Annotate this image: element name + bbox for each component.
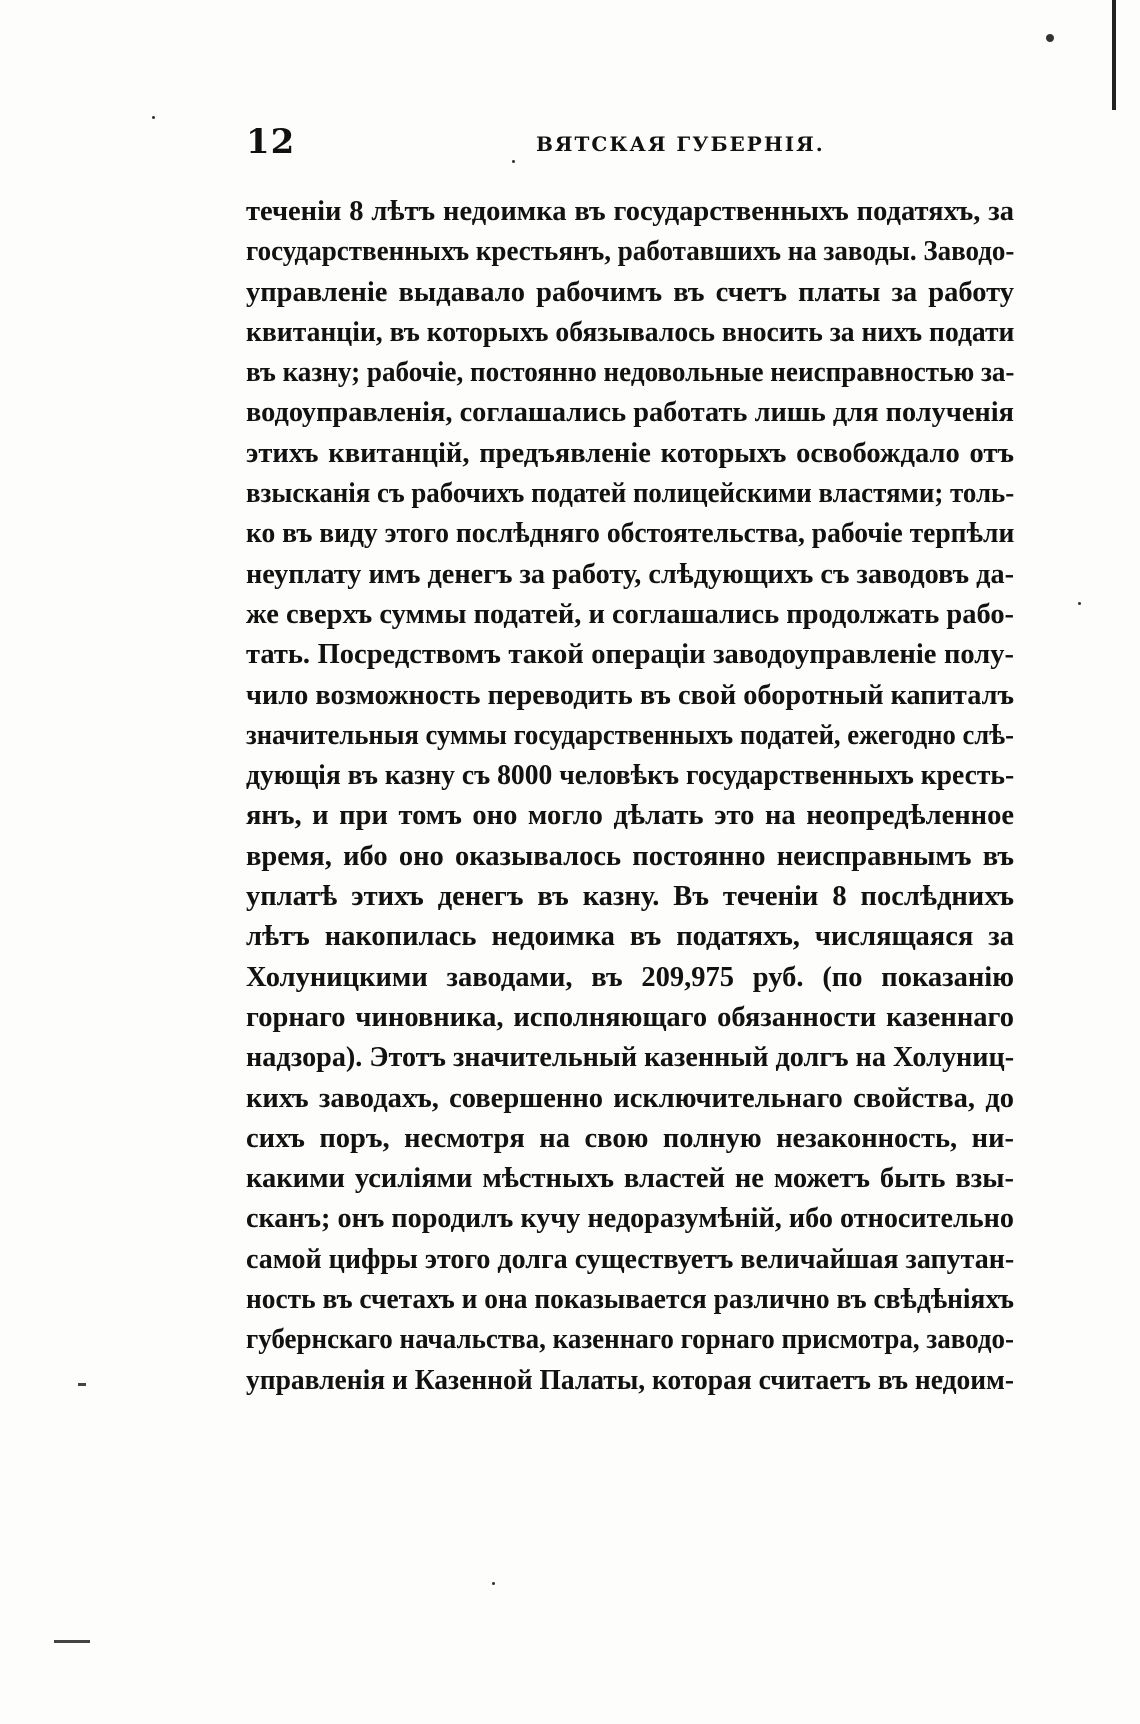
text-line: же сверхъ суммы податей, и соглашались продолжать рабо- [246, 598, 1015, 630]
scan-speck [492, 1582, 495, 1585]
text-line: сканъ; онъ породилъ кучу недоразумѣній, ибо относительно [246, 1203, 1014, 1235]
text-line: какими усиліями мѣстныхъ властей не можетъ быть взы- [246, 1163, 1014, 1195]
text-line: чило возможность переводить въ свой оборотный капиталъ [246, 679, 1014, 711]
body-text [246, 192, 1014, 1401]
text-line: ность въ счетахъ и она показывается различно въ свѣдѣніяхъ [246, 1284, 1014, 1316]
scan-speck [152, 116, 155, 119]
text-line: неуплату имъ денегъ за работу, слѣдующихъ съ заводовъ да- [246, 558, 1014, 590]
text-line: ко въ виду этого послѣдняго обстоятельства, рабочіе терпѣли [246, 518, 1015, 550]
scan-speck [1078, 602, 1081, 605]
text-line: теченіи 8 лѣтъ недоимка въ государственныхъ податяхъ, за [246, 196, 1014, 227]
text-line: дующія въ казну съ 8000 человѣкъ государственныхъ кресть- [246, 760, 1015, 792]
text-line: лѣтъ накопилась недоимка въ податяхъ, числящаяся за [246, 921, 1014, 953]
page-header [246, 122, 1014, 162]
scan-edge-shadow [1112, 0, 1116, 110]
text-line: надзора). Этотъ значительный казенный долгъ на Холуниц- [246, 1042, 1015, 1074]
scan-speck [78, 1383, 86, 1386]
text-line: уплатѣ этихъ денегъ въ казну. Въ теченіи 8 послѣднихъ [246, 881, 1014, 913]
text-line: горнаго чиновника, исполняющаго обязанности казеннаго [246, 1001, 1014, 1033]
scan-speck [1046, 34, 1054, 42]
text-line: управленіе выдавало рабочимъ въ счетъ платы за работу [246, 276, 1014, 308]
text-line: водоуправленія, соглашались работать лишь для полученія [246, 397, 1014, 429]
text-line: янъ, и при томъ оно могло дѣлать это на неопредѣленное [246, 800, 1014, 832]
text-line: кихъ заводахъ, совершенно исключительнаго свойства, до [246, 1082, 1014, 1114]
text-line: квитанціи, въ которыхъ обязывалось вносить за нихъ подати [246, 316, 1015, 348]
text-line: Холуницкими заводами, въ 209,975 руб. (по показанію [246, 961, 1014, 993]
text-line: тать. Посредствомъ такой операціи заводоуправленіе полу- [246, 639, 1014, 671]
text-line: самой цифры этого долга существуетъ величайшая запутан- [246, 1243, 1015, 1275]
running-title: ВЯТСКАЯ ГУБЕРНІЯ. [536, 132, 825, 156]
text-line: взысканія съ рабочихъ податей полицейскими властями; толь- [246, 478, 1015, 510]
text-line: государственныхъ крестьянъ, работавшихъ на заводы. Заводо- [246, 236, 1015, 268]
scan-mark [54, 1640, 90, 1643]
text-line: значительныя суммы государственныхъ податей, ежегодно слѣ- [246, 719, 1014, 751]
page-number: 12 [246, 122, 296, 162]
text-line: время, ибо оно оказывалось постоянно неисправнымъ въ [246, 840, 1014, 872]
text-line: сихъ поръ, несмотря на свою полную незаконность, ни- [246, 1122, 1014, 1154]
text-line: этихъ квитанцій, предъявленіе которыхъ освобождало отъ [246, 437, 1014, 469]
text-line: въ казну; рабочіе, постоянно недовольные неисправностью за- [246, 357, 1015, 389]
text-line: управленія и Казенной Палаты, которая считаетъ въ недоим- [246, 1364, 1014, 1396]
text-line: губернскаго начальства, казеннаго горнаго присмотра, заводо- [246, 1324, 1014, 1356]
